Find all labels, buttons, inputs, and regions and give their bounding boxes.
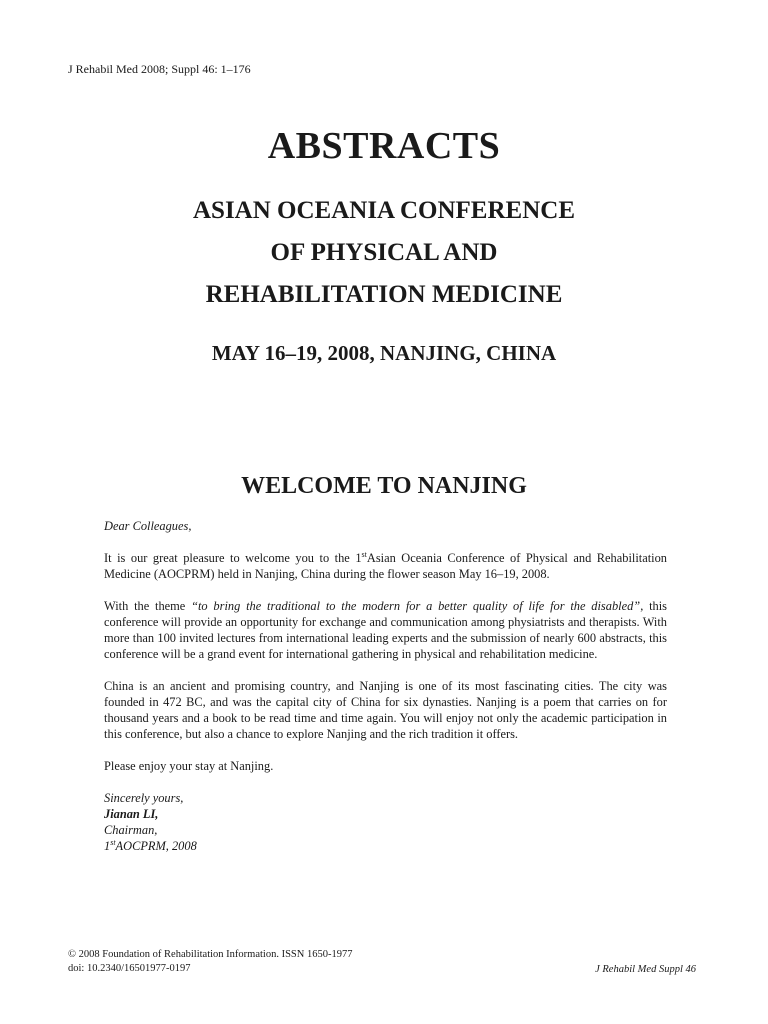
letter-paragraph-2 (104, 598, 667, 662)
p2-text-after: , this conference will provide an opportunity for exchange and communication among physiatrists and therapists. With more than 100 invited lectures from international leading experts and the submission of nearly 600 abstracts, this conference will be a grand event for international gathering in physical and rehabilitation medicine. (104, 599, 667, 661)
signer-org-suffix: AOCPRM, 2008 (115, 839, 197, 853)
p1-text-after: Asian Oceania Conference of Physical and Rehabilitation Medicine (AOCPRM) held in Nanjing, China during the flower season May 16–19, 2008. (104, 551, 667, 581)
signer-org-prefix: 1 (104, 839, 111, 853)
letter-paragraph-1 (104, 550, 667, 582)
letter-paragraph-3: China is an ancient and promising country, and Nanjing is one of its most fascinating cities. The city was founded in 472 BC, and was the capital city of China for six dynasties. Nanjing is a poem that carries on for thousand years and a book to be read time and time again. You will enjoy not only the academic participation in this conference, but also a chance to explore Nanjing and the rich tradition it offers. (104, 679, 667, 741)
p1-text-before: It is our great pleasure to welcome you to the 1 (104, 551, 362, 565)
letter-paragraph-4: Please enjoy your stay at Nanjing. (104, 759, 274, 773)
journal-reference: J Rehabil Med 2008; Suppl 46: 1–176 (68, 62, 251, 76)
welcome-letter (104, 518, 667, 854)
p2-text-before: With the theme (104, 599, 192, 613)
signer-role: Chairman, (104, 823, 158, 837)
page-title: ABSTRACTS (267, 125, 501, 167)
footer-doi: doi: 10.2340/16501977-0197 (68, 963, 191, 974)
footer-copyright: © 2008 Foundation of Rehabilitation Information. ISSN 1650-1977 (68, 949, 353, 960)
signature-block (104, 790, 667, 854)
conference-theme: “to bring the traditional to the modern for a better quality of life for the disabled” (191, 599, 641, 613)
footer-copyright-block (68, 948, 352, 976)
letter-salutation: Dear Colleagues, (104, 519, 192, 533)
conference-title-line-2: OF PHYSICAL AND (270, 239, 498, 266)
footer-journal-short: J Rehabil Med Suppl 46 (595, 964, 696, 975)
conference-title-line-1: ASIAN OCEANIA CONFERENCE (193, 197, 575, 224)
p1-superscript: st (361, 549, 367, 559)
signer-organization (104, 838, 667, 854)
welcome-heading: WELCOME TO NANJING (241, 473, 527, 499)
conference-title (0, 190, 768, 316)
signer-name: Jianan LI, (104, 807, 159, 821)
signer-org-superscript: st (110, 837, 116, 847)
conference-title-line-3: REHABILITATION MEDICINE (205, 281, 563, 308)
conference-date-location: MAY 16–19, 2008, NANJING, CHINA (211, 341, 557, 365)
letter-closing: Sincerely yours, (104, 791, 184, 805)
